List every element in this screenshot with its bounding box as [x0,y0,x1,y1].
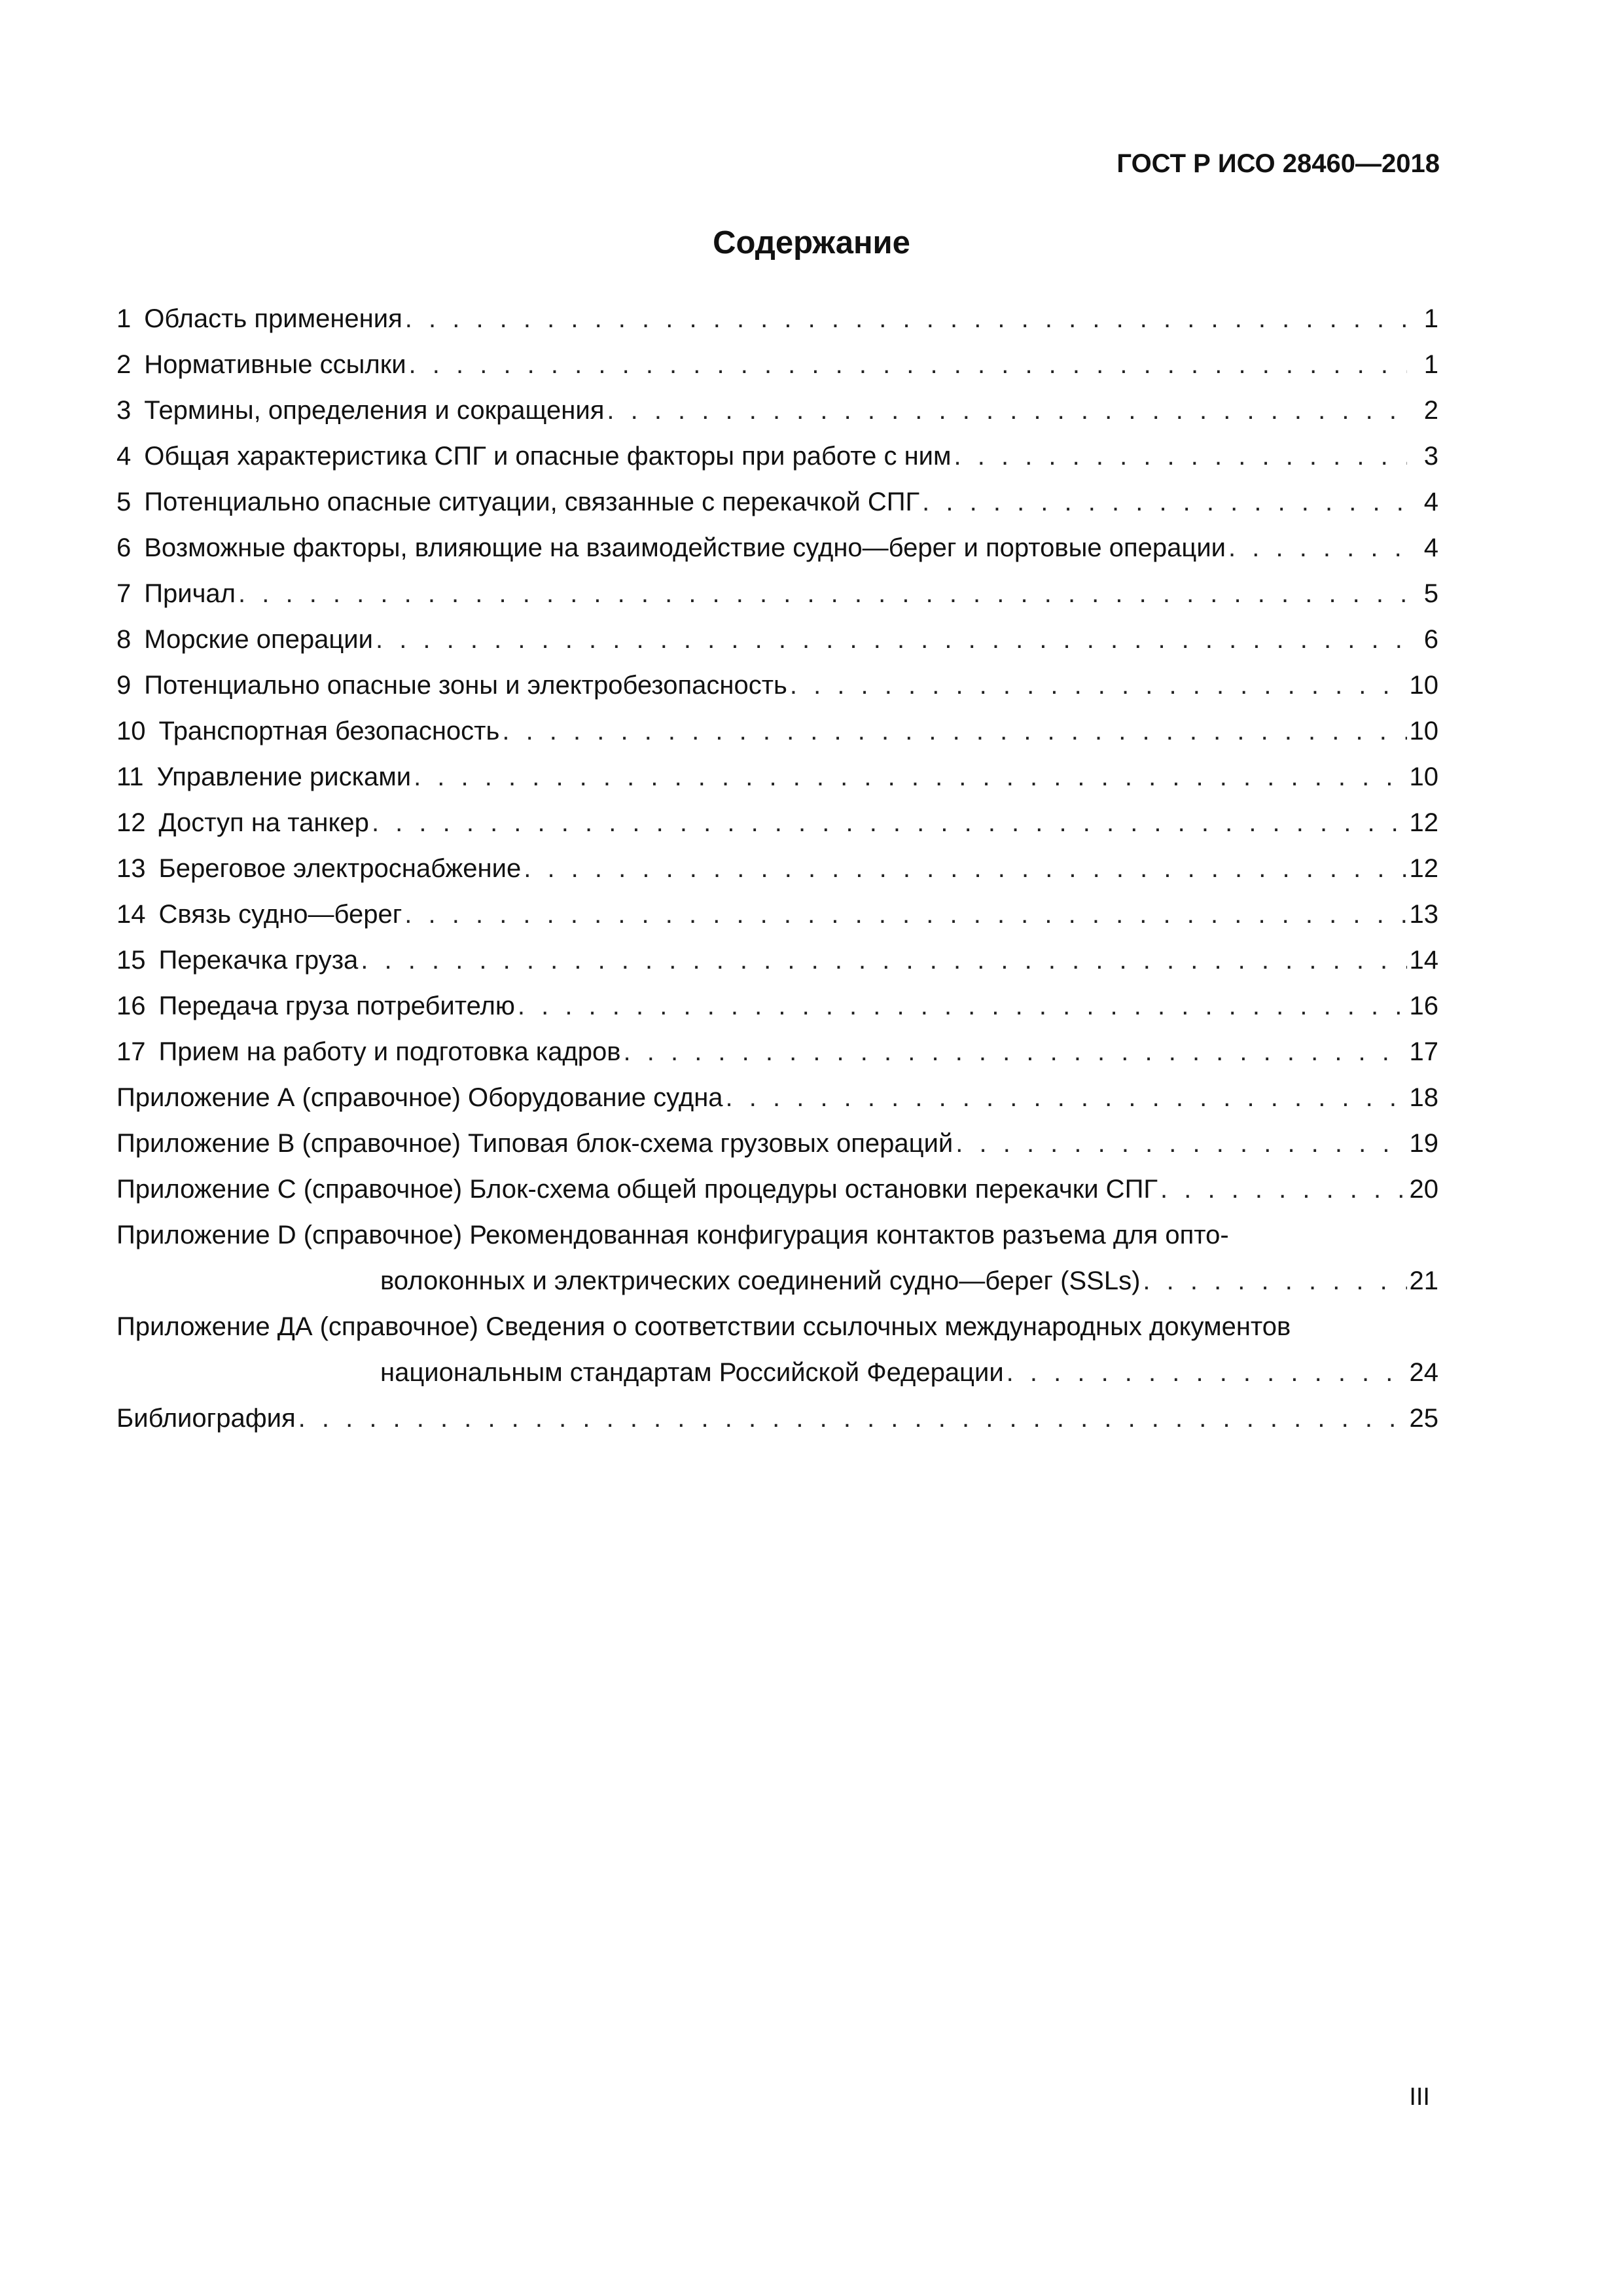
toc-entry-13[interactable] [116,846,1438,891]
toc-entry-number: 7 [116,579,132,608]
toc-entry-page: 12 [1409,808,1438,837]
dot-leader [1160,1166,1407,1212]
toc-entry-title: Возможные факторы, влияющие на взаимодействие судно—берег и портовые операции [144,533,1226,562]
toc-annex-d[interactable] [116,1212,1438,1304]
toc-entry-number: 12 [116,808,146,837]
toc-entry-16[interactable] [116,983,1438,1029]
toc-entry-title: Общая характеристика СПГ и опасные факторы при работе с ним [144,442,952,471]
toc-title: Содержание [713,225,910,260]
toc-entry-number: 6 [116,533,132,562]
dot-leader [298,1395,1407,1441]
toc-annex-da[interactable] [116,1304,1438,1395]
dot-leader [518,983,1407,1029]
toc-entry-title: Транспортная безопасность [158,717,500,745]
dot-leader [726,1075,1407,1121]
toc-entry-page: 1 [1423,304,1438,333]
toc-entry-number: 15 [116,946,146,975]
toc-annex-title-line1: Приложение ДА (справочное) Сведения о соответствии ссылочных международных документов [116,1312,1291,1341]
toc-annex-title-line1: Приложение D (справочное) Рекомендованная конфигурация контактов разъема для опто- [116,1221,1229,1249]
toc-entry-title: Управление рисками [156,762,412,791]
dot-leader [414,754,1406,800]
toc-entry-title: Потенциально опасные ситуации, связанные с перекачкой СПГ [144,488,920,516]
toc-entry-page: 1 [1423,350,1438,379]
dot-leader [954,433,1407,479]
toc-entry-page: 2 [1423,396,1438,425]
toc-entry-title: Потенциально опасные зоны и электробезопасность [144,671,787,700]
toc-entry-number: 17 [116,1037,146,1066]
toc-bibliography-title: Библиография [116,1404,296,1433]
toc-entry-page: 14 [1409,946,1438,975]
toc-entry-10[interactable] [116,708,1438,754]
toc-annex-continuation [116,1350,1438,1395]
toc-entry-title: Передача груза потребителю [158,992,515,1020]
toc-entry-number: 13 [116,854,146,883]
toc-entry-12[interactable] [116,800,1438,846]
toc-entry-title: Прием на работу и подготовка кадров [158,1037,621,1066]
toc-entry-title: Береговое электроснабжение [158,854,522,883]
toc-entry-title: Причал [144,579,236,608]
toc-entry-title: Перекачка груза [158,946,359,975]
toc-entry-page: 4 [1423,533,1438,562]
toc-entry-page: 10 [1409,671,1438,700]
toc-annex-page: 21 [1409,1266,1438,1295]
toc-entry-title: Нормативные ссылки [144,350,406,379]
dot-leader [502,708,1406,754]
toc-entry-11[interactable] [116,754,1438,800]
toc-entry-page: 10 [1409,762,1438,791]
toc-entry-page: 16 [1409,992,1438,1020]
toc-bibliography-page: 25 [1409,1404,1438,1433]
dot-leader [1228,525,1407,571]
toc-entry-number: 3 [116,396,132,425]
toc-entry-number: 2 [116,350,132,379]
toc-entry-number: 11 [116,762,144,791]
dot-leader [376,617,1407,662]
toc-bibliography[interactable] [116,1395,1438,1441]
toc-annex-c[interactable] [116,1166,1438,1212]
toc-entry-title: Морские операции [144,625,373,654]
toc-annex-title: Приложение С (справочное) Блок-схема общей процедуры остановки перекачки СПГ [116,1175,1158,1204]
toc-entry-3[interactable] [116,387,1438,433]
dot-leader [372,800,1407,846]
toc-entry-4[interactable] [116,433,1438,479]
dot-leader [1143,1258,1406,1304]
toc-entry-number: 5 [116,488,132,516]
toc-entry-title: Термины, определения и сокращения [144,396,605,425]
toc-annex-a[interactable] [116,1075,1438,1121]
toc-entry-title: Связь судно—берег [158,900,402,929]
toc-annex-title-line2: волоконных и электрических соединений судно—берег (SSLs) [380,1266,1141,1295]
toc-entry-number: 4 [116,442,132,471]
toc-entry-page: 10 [1409,717,1438,745]
toc-entry-2[interactable] [116,342,1438,387]
toc-annex-page: 20 [1409,1175,1438,1204]
toc-entry-title: Область применения [144,304,402,333]
toc-entry-page: 17 [1409,1037,1438,1066]
page-number: III [1409,2083,1430,2111]
dot-leader [524,846,1406,891]
toc-entry-17[interactable] [116,1029,1438,1075]
toc-entry-1[interactable] [116,296,1438,342]
dot-leader [955,1121,1406,1166]
dot-leader [409,342,1407,387]
toc-entry-number: 1 [116,304,132,333]
toc-annex-page: 24 [1409,1358,1438,1387]
toc-annex-title: Приложение В (справочное) Типовая блок-схема грузовых операций [116,1129,954,1158]
toc-entry-8[interactable] [116,617,1438,662]
dot-leader [624,1029,1407,1075]
toc-entry-page: 12 [1409,854,1438,883]
toc-entry-7[interactable] [116,571,1438,617]
dot-leader [1007,1350,1407,1395]
dot-leader [361,937,1406,983]
toc-annex-title-line2: национальным стандартам Российской Федерации [380,1358,1004,1387]
toc-entry-page: 3 [1423,442,1438,471]
dot-leader [238,571,1407,617]
toc-entry-number: 9 [116,671,132,700]
toc-entry-5[interactable] [116,479,1438,525]
toc-entry-9[interactable] [116,662,1438,708]
toc-entry-number: 8 [116,625,132,654]
dot-leader [922,479,1407,525]
toc-annex-continuation [116,1258,1438,1304]
dot-leader [405,296,1407,342]
toc-entry-6[interactable] [116,525,1438,571]
toc-entry-14[interactable] [116,891,1438,937]
toc-entry-page: 6 [1423,625,1438,654]
toc-annex-page: 18 [1409,1083,1438,1112]
toc-annex-b[interactable] [116,1121,1438,1166]
toc-entry-page: 13 [1409,900,1438,929]
dot-leader [607,387,1407,433]
document-code: ГОСТ Р ИСО 28460—2018 [1116,149,1440,178]
toc-annex-page: 19 [1409,1129,1438,1158]
dot-leader [790,662,1407,708]
toc-entry-page: 4 [1423,488,1438,516]
toc-entry-page: 5 [1423,579,1438,608]
toc-annex-title: Приложение А (справочное) Оборудование судна [116,1083,723,1112]
dot-leader [404,891,1406,937]
toc-entry-number: 16 [116,992,146,1020]
toc-entry-title: Доступ на танкер [158,808,369,837]
toc-entry-15[interactable] [116,937,1438,983]
toc-entry-number: 10 [116,717,146,745]
toc-entry-number: 14 [116,900,146,929]
table-of-contents [116,296,1438,1441]
